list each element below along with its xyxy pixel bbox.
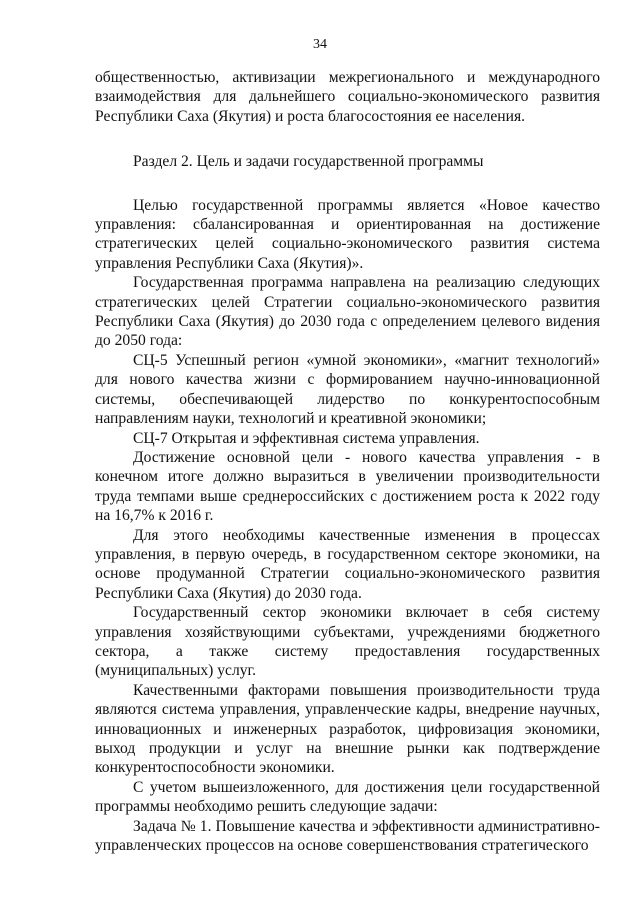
spacer [95, 172, 600, 196]
section-heading: Раздел 2. Цель и задачи государственной программы [133, 153, 484, 171]
paragraph-sc5: СЦ-5 Успешный регион «умной экономики», «магнит технологий» для нового качества жизни с формированием научно-инновационной системы, обеспечивающей лидерство по конкурентоспособным направлениям науки, технологий и креативной экономики; [95, 351, 600, 428]
intro-paragraph: общественностью, активизации межрегионального и международного взаимодействия для дальнейшего социально-экономического развития Республики Саха (Якутия) и роста благосостояния ее населения. [95, 69, 600, 125]
paragraph-changes: Для этого необходимы качественные изменения в процессах управления, в первую очередь, в государственном секторе экономики, на основе продуманной Стратегии социально-экономического развития Республики Саха (Якутия) до 2030 года. [95, 526, 600, 602]
paragraph-factors: Качественными факторами повышения производительности труда являются система управления, управленческие кадры, внедрение научных, инновационных и инженерных разработок, цифровизация экономики, выход продукции и услуг на внешние рынки как подтверждение конкурентоспособности экономики. [95, 681, 600, 777]
paragraph-tasks-intro: С учетом вышеизложенного, для достижения цели государственной программы необходимо решить следующие задачи: [95, 778, 600, 816]
paragraph-public-sector: Государственный сектор экономики включает в себя систему управления хозяйствующими субъектами, учреждениями бюджетного сектора, а также систему предоставления государственных (муниципальных) услуг. [95, 604, 600, 680]
paragraph-sc7: СЦ-7 Открытая и эффективная система управления. [133, 429, 480, 447]
paragraph-strategic-goals: Государственная программа направлена на реализацию следующих стратегических целей Стратегии социально-экономического развития Республики Саха (Якутия) до 2030 года с определением целевого видения до 2050 года: [95, 274, 600, 350]
paragraph-main-goal: Достижение основной цели - нового качества управления - в конечном итоге должно выразиться в увеличении производительности труда темпами выше среднероссийских с достижением роста к 2022 году на 16,7% к 2016 г. [95, 448, 600, 525]
document-body [95, 68, 600, 855]
paragraph-task-1: Задача № 1. Повышение качества и эффективности административно-управленческих процессов на основе совершенствования стратегического [95, 817, 600, 855]
paragraph-goal: Целью государственной программы является «Новое качество управления: сбалансированная и ориентированная на достижение стратегических целей социально-экономического развития система управления Республики Саха (Якутия)». [95, 196, 600, 272]
page-number: 34 [313, 37, 327, 52]
spacer [95, 126, 600, 152]
